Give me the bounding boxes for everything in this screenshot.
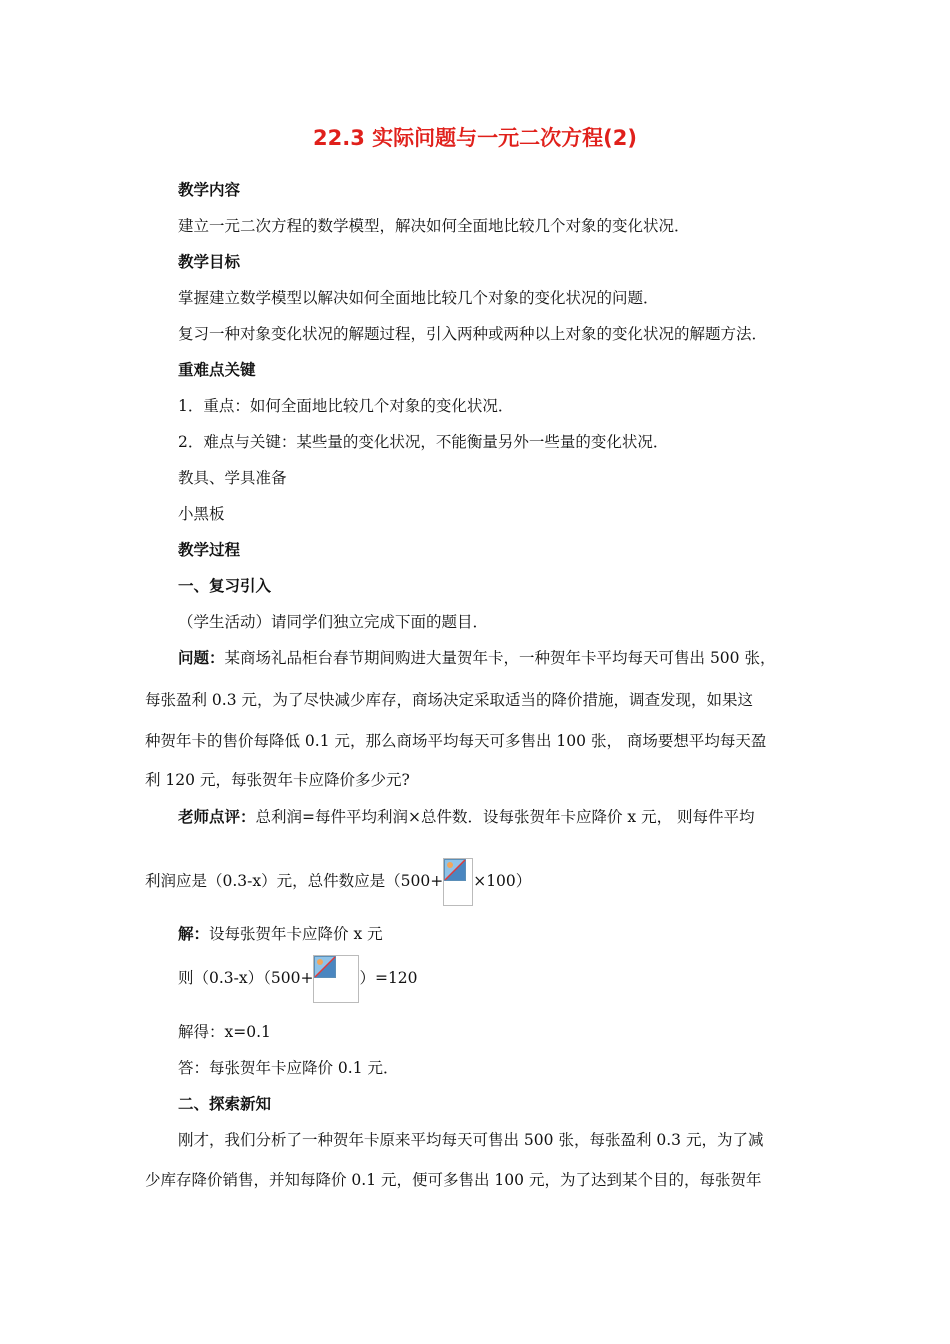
goal-text-2: 复习一种对象变化状况的解题过程，引入两种或两种以上对象的变化状况的解题方法． <box>178 325 768 343</box>
goal-text-1: 掌握建立数学模型以解决如何全面地比较几个对象的变化状况的问题． <box>178 289 659 307</box>
tools-text: 教具、学具准备 <box>178 469 287 487</box>
problem-line-4: 利 120 元，每张贺年卡应降价多少元? <box>145 771 410 789</box>
heading-review: 一、复习引入 <box>178 577 272 595</box>
comment-text-2a: 利润应是（0.3-x）元，总件数应是（500+ <box>145 872 444 890</box>
problem-label: 问题： <box>178 649 225 667</box>
equation-text-b: ）=120 <box>359 969 418 987</box>
comment-text-1: 总利润=每件平均利润×总件数．设每张贺年卡应降价 x 元， 则每件平均 <box>255 808 755 826</box>
broken-image-icon <box>443 858 473 906</box>
solve-text: 设每张贺年卡应降价 x 元 <box>209 925 383 943</box>
problem-line-3: 种贺年卡的售价每降低 0.1 元，那么商场平均每天可多售出 100 张， 商场要想平均每天盈 <box>145 732 767 750</box>
explore-line-1: 刚才，我们分析了一种贺年卡原来平均每天可售出 500 张，每张盈利 0.3 元，为了减 <box>178 1131 764 1149</box>
problem-line-1 <box>178 646 775 668</box>
comment-text-2b: ×100） <box>473 872 532 890</box>
heading-goal: 教学目标 <box>178 253 241 271</box>
page-title: 22.3 实际问题与一元二次方程(2) <box>313 126 637 150</box>
content-text: 建立一元二次方程的数学模型，解决如何全面地比较几个对象的变化状况． <box>178 217 690 235</box>
solve-line <box>178 922 383 944</box>
board-text: 小黑板 <box>178 505 225 523</box>
heading-process: 教学过程 <box>178 541 241 559</box>
comment-line-1 <box>178 805 755 827</box>
solve-label: 解： <box>178 925 210 943</box>
answer-text: 答：每张贺年卡应降价 0.1 元． <box>178 1059 399 1077</box>
key-text-2: 2．难点与关键：某些量的变化状况，不能衡量另外一些量的变化状况． <box>178 433 669 451</box>
problem-line-2: 每张盈利 0.3 元，为了尽快减少库存，商场决定采取适当的降价措施，调查发现，如果这 <box>145 691 754 709</box>
comment-label: 老师点评： <box>178 808 256 826</box>
equation-line <box>178 955 418 1003</box>
key-text-1: 1．重点：如何全面地比较几个对象的变化状况． <box>178 397 514 415</box>
broken-image-icon <box>313 955 359 1003</box>
activity-text: （学生活动）请同学们独立完成下面的题目． <box>178 613 489 631</box>
heading-key: 重难点关键 <box>178 361 256 379</box>
equation-text-a: 则（0.3-x）（500+ <box>178 969 314 987</box>
heading-explore: 二、探索新知 <box>178 1095 272 1113</box>
heading-content: 教学内容 <box>178 181 241 199</box>
explore-line-2: 少库存降价销售，并知每降价 0.1 元，便可多售出 100 元，为了达到某个目的，每张贺年 <box>145 1171 762 1189</box>
problem-text-1: 某商场礼品柜台春节期间购进大量贺年卡，一种贺年卡平均每天可售出 500 张， <box>224 649 776 667</box>
result-text: 解得：x=0.1 <box>178 1023 271 1041</box>
comment-line-2 <box>145 858 531 906</box>
